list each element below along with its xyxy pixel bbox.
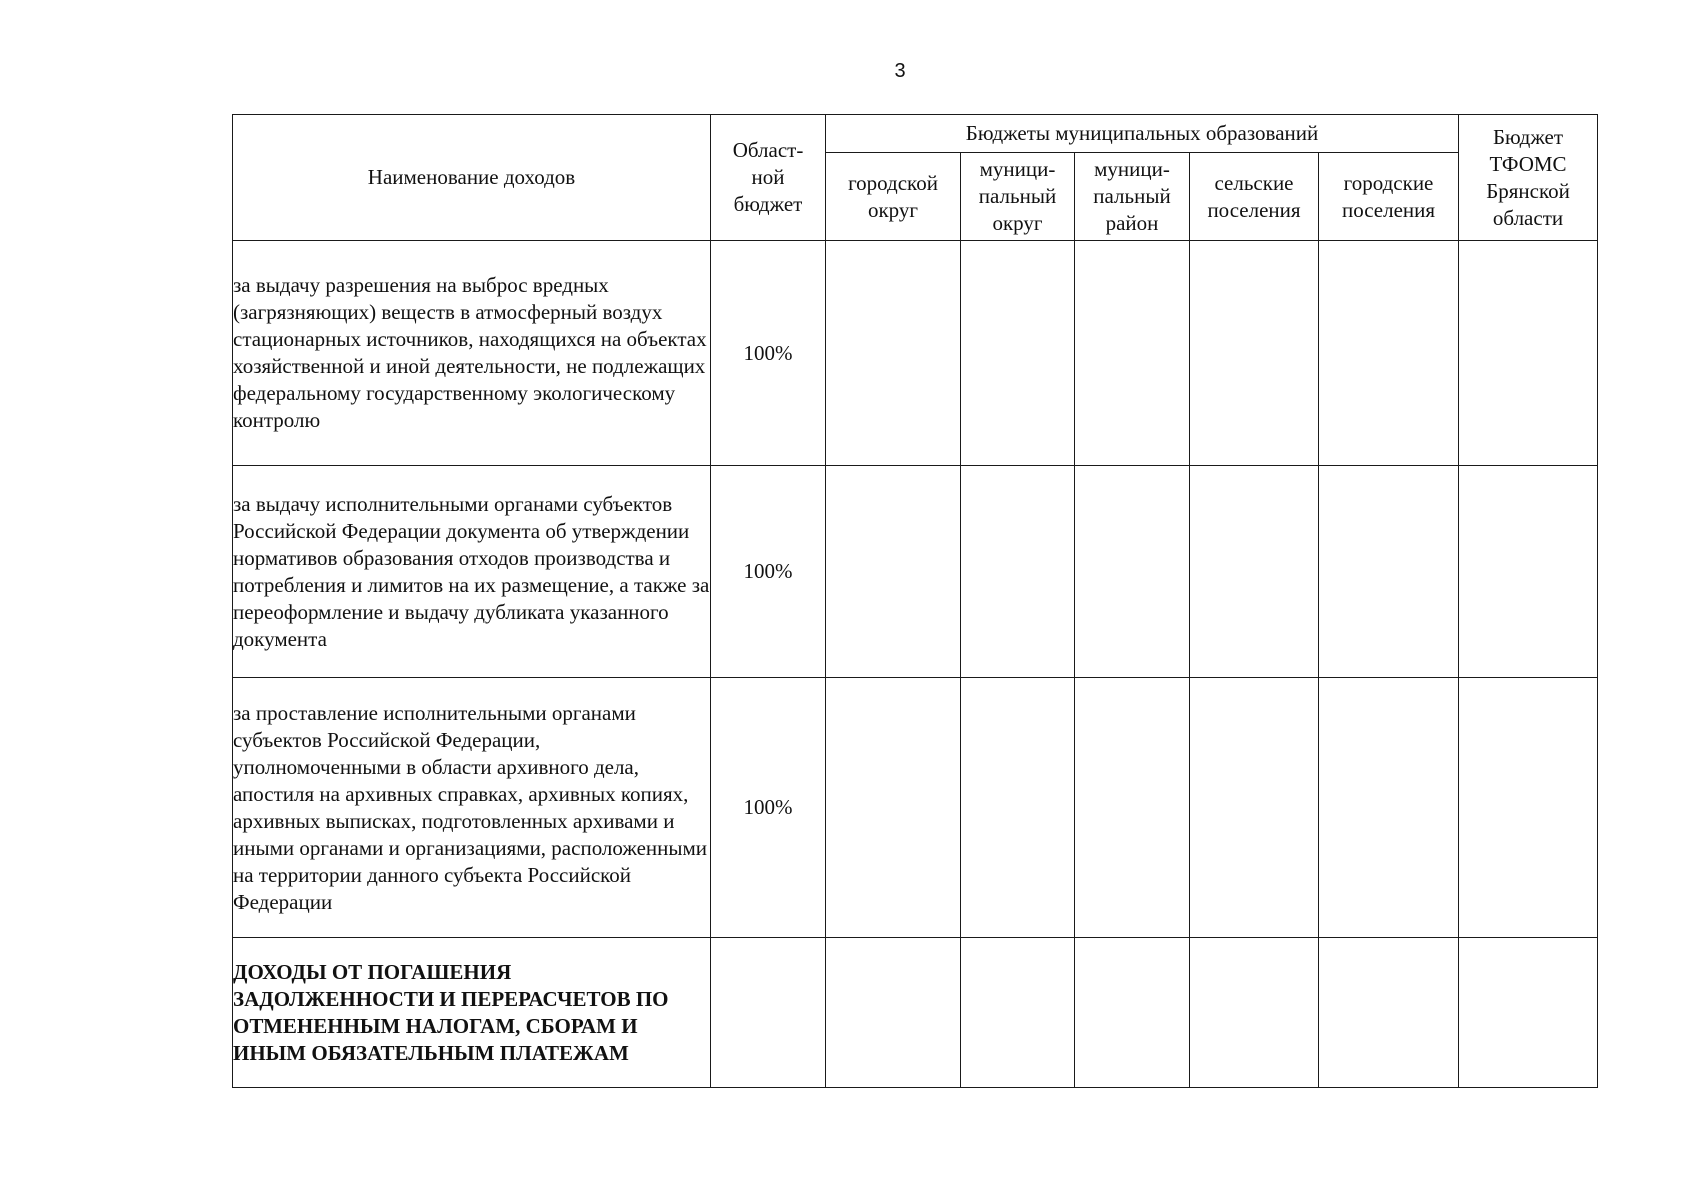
municipal-okrug-cell (961, 466, 1075, 678)
urban-settlements-cell (1319, 466, 1459, 678)
revenue-name-cell: за проставление исполнительными органами субъектов Российской Федерации, уполномоченными в области архивного дела, апостиля на архивных справках, архивных копиях, архивных выписках, подготовленных архивами и иными органами и организациями, расположенными на территории данного субъекта Российской Федерации (233, 678, 711, 938)
rural-settlements-cell (1190, 938, 1319, 1088)
urban-settlements-cell (1319, 938, 1459, 1088)
regional-share-cell: 100% (711, 466, 826, 678)
municipal-okrug-cell (961, 241, 1075, 466)
header-regional-budget (711, 115, 826, 241)
table-row (233, 466, 1598, 678)
tfoms-cell (1459, 678, 1598, 938)
table-row (233, 241, 1598, 466)
rural-settlements-cell (1190, 241, 1319, 466)
header-urban-settlements (1319, 153, 1459, 241)
municipal-okrug-cell (961, 678, 1075, 938)
municipal-rayon-cell (1075, 678, 1190, 938)
header-municipal-rayon (1075, 153, 1190, 241)
header-rural-settlements-text: сельские поселения (1207, 170, 1301, 222)
header-revenue-name: Наименование доходов (233, 115, 711, 241)
municipal-okrug-cell (961, 938, 1075, 1088)
revenue-name-cell: за выдачу разрешения на выброс вредных (загрязняющих) веществ в атмосферный воздух стационарных источников, находящихся на объектах хозяйственной и иной деятельности, не подлежащих федеральному государственному экологическому контролю (233, 241, 711, 466)
regional-share-cell: 100% (711, 241, 826, 466)
revenue-distribution-table (232, 114, 1598, 1088)
municipal-rayon-cell (1075, 466, 1190, 678)
city-district-cell (826, 938, 961, 1088)
header-rural-settlements (1190, 153, 1319, 241)
header-tfoms-budget-text: Бюджет ТФОМС Брянской области (1486, 124, 1570, 230)
municipal-rayon-cell (1075, 241, 1190, 466)
header-urban-settlements-text: городские поселения (1341, 170, 1436, 222)
tfoms-cell (1459, 466, 1598, 678)
revenue-name-cell: за выдачу исполнительными органами субъектов Российской Федерации документа об утверждении нормативов образования отходов производства и потребления и лимитов на их размещение, а также за переоформление и выдачу дубликата указанного документа (233, 466, 711, 678)
table-row (233, 938, 1598, 1088)
urban-settlements-cell (1319, 241, 1459, 466)
rural-settlements-cell (1190, 678, 1319, 938)
header-municipal-rayon-text: муници- пальный район (1093, 157, 1171, 235)
regional-share-cell (711, 938, 826, 1088)
revenue-section-heading-cell: ДОХОДЫ ОТ ПОГАШЕНИЯ ЗАДОЛЖЕННОСТИ И ПЕРЕРАСЧЕТОВ ПО ОТМЕНЕННЫМ НАЛОГАМ, СБОРАМ И ИНЫМ ОБЯЗАТЕЛЬНЫМ ПЛАТЕЖАМ (233, 938, 711, 1088)
regional-share-cell: 100% (711, 678, 826, 938)
table-row (233, 678, 1598, 938)
header-city-district-text: городской округ (848, 170, 938, 222)
city-district-cell (826, 466, 961, 678)
page-number: 3 (894, 60, 906, 82)
municipal-rayon-cell (1075, 938, 1190, 1088)
header-tfoms-budget (1459, 115, 1598, 241)
tfoms-cell (1459, 938, 1598, 1088)
header-city-district (826, 153, 961, 241)
header-regional-budget-text: Област- ной бюджет (732, 138, 804, 216)
rural-settlements-cell (1190, 466, 1319, 678)
city-district-cell (826, 678, 961, 938)
header-municipal-budgets: Бюджеты муниципальных образований (826, 115, 1459, 153)
city-district-cell (826, 241, 961, 466)
urban-settlements-cell (1319, 678, 1459, 938)
tfoms-cell (1459, 241, 1598, 466)
header-municipal-okrug (961, 153, 1075, 241)
header-municipal-okrug-text: муници- пальный округ (978, 157, 1057, 235)
